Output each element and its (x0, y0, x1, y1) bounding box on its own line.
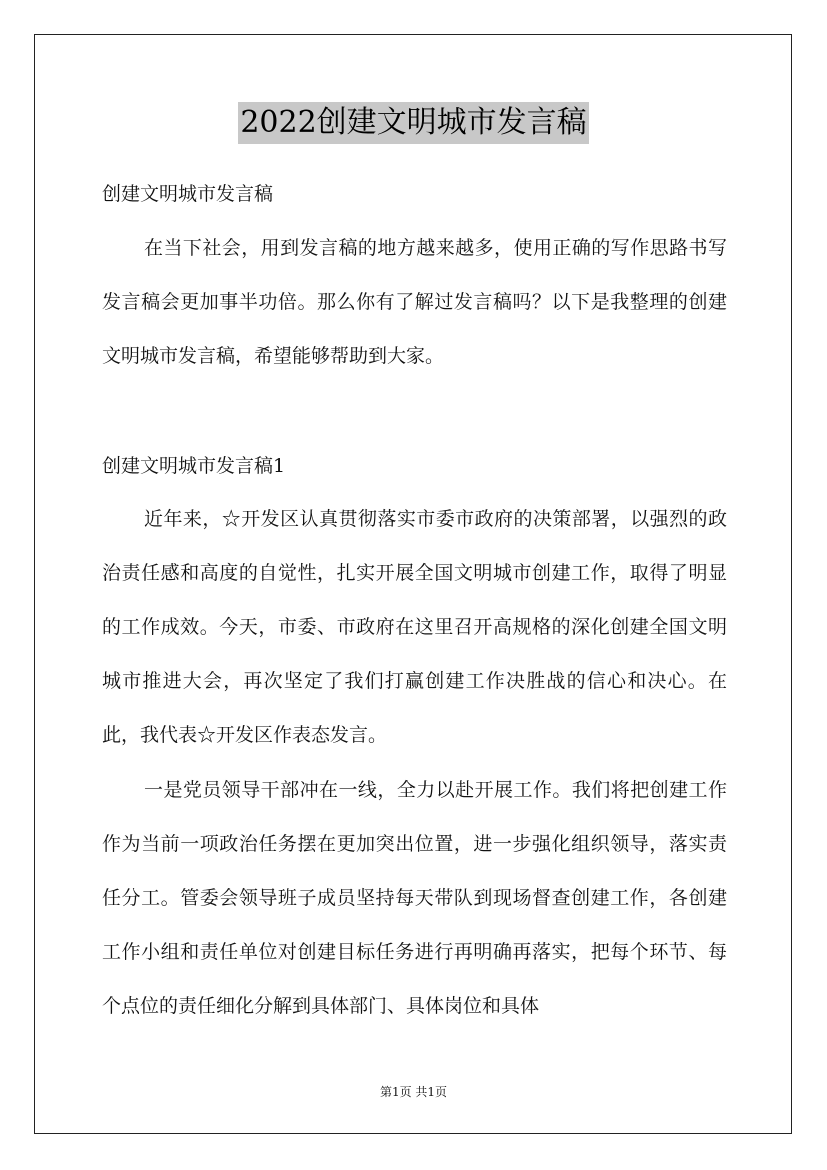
document-title: 2022创建文明城市发言稿 (238, 102, 588, 144)
section-heading: 创建文明城市发言稿1 (102, 455, 286, 477)
document-subtitle: 创建文明城市发言稿 (102, 183, 274, 205)
title-wrap (0, 102, 827, 144)
page-number-label: 第1页 共1页 (379, 1085, 448, 1099)
page-footer (0, 1084, 827, 1100)
body-paragraph-2: 一是党员领导干部冲在一线，全力以赴开展工作。我们将把创建工作作为当前一项政治任务摆在更加突出位置，进一步强化组织领导，落实责任分工。管委会领导班子成员坚持每天带队到现场督查创建工作，各创建工作小组和责任单位对创建目标任务进行再明确再落实，把每个环节、每个点位的责任细化分解到具体部门、具体岗位和具体 (102, 779, 727, 1017)
body-paragraph-1: 近年来，☆开发区认真贯彻落实市委市政府的决策部署，以强烈的政治责任感和高度的自觉性，扎实开展全国文明城市创建工作，取得了明显的工作成效。今天，市委、市政府在这里召开高规格的深化创建全国文明城市推进大会，再次坚定了我们打赢创建工作决胜战的信心和决心。在此，我代表☆开发区作表态发言。 (102, 508, 727, 746)
intro-paragraph: 在当下社会，用到发言稿的地方越来越多，使用正确的写作思路书写发言稿会更加事半功倍。那么你有了解过发言稿吗？以下是我整理的创建文明城市发言稿，希望能够帮助到大家。 (102, 237, 727, 367)
